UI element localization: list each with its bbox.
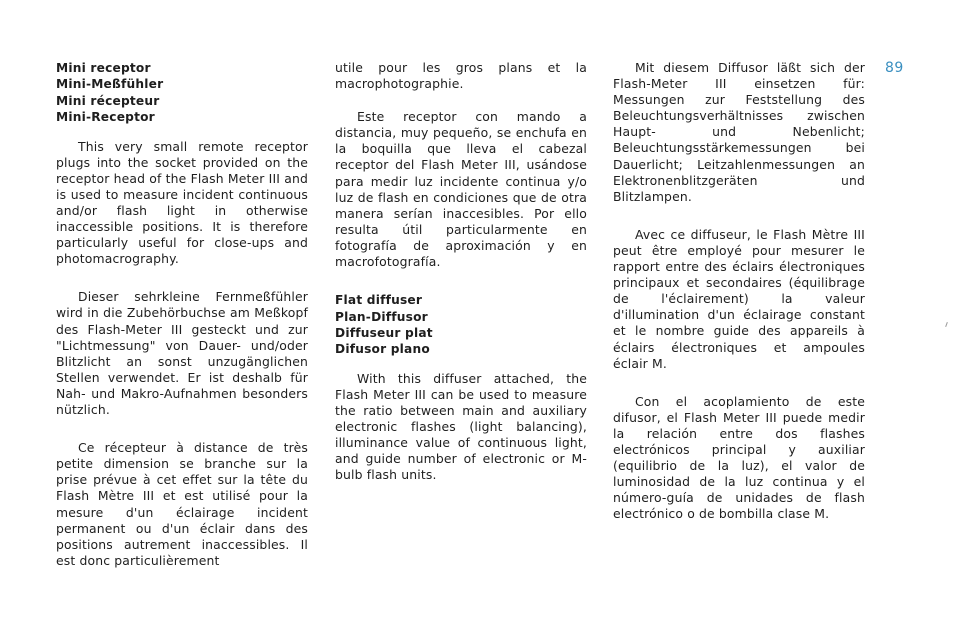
paragraph-flat-diffuser-en: With this diffuser attached, the Flash Meter III can be used to measure the ratio between main and auxiliary electronic flashes (light balancing), illuminance value of continuous light, and guide number of electronic or M-bulb flash units. — [335, 370, 587, 483]
paragraph-flat-diffuser-es: Con el acoplamiento de este difusor, el Flash Meter III puede medir la relación entre dos flashes electrónicos principal y auxiliar (equilibrio de la luz), el valor de luminosidad de la luz continua y el número-guía de unidades de flash electrónico o de bombilla clase M. — [613, 393, 865, 522]
right-column — [613, 60, 865, 522]
heading-mini-receptor-fr: Mini récepteur — [56, 93, 160, 108]
paragraph-mini-receptor-de: Dieser sehrkleine Fernmeßfühler wird in die Zubehörbuchse am Meßkopf des Flash-Meter III gesteckt und zur "Lichtmessung" von Dauer- und/oder Blitzlicht an sonst unzugänglichen Stellen verwendet. Er ist deshalb für Nah- und Makro-Aufnahmen besonders nützlich. — [56, 289, 308, 418]
left-column — [56, 60, 308, 569]
paragraph-flat-diffuser-fr: Avec ce diffuseur, le Flash Mètre III peut être employé pour mesurer le rapport entre des éclairs électroniques principaux et secondaires (équilibrage de l'éclairement) la valeur d'illumination d'un éclairage constant et le nombre guide des appareils à éclairs électroniques et ampoules éclair M. — [613, 226, 865, 371]
heading-mini-receptor-es: Mini-Receptor — [56, 110, 155, 125]
heading-flat-diffuser-fr: Diffuseur plat — [335, 325, 433, 340]
paragraph-mini-receptor-en: This very small remote receptor plugs into the socket provided on the receptor head of the Flash Meter III and is used to measure incident continuous and/or flash light in otherwise inaccessible positions. It is therefore particularly useful for close-ups and photomacrography. — [56, 138, 308, 267]
paragraph-mini-receptor-fr: Ce récepteur à distance de très petite dimension se branche sur la prise prévue à cet effet sur la tête du Flash Mètre III et est utilisé pour la mesure d'un éclairage incident permanent ou d'un éclair dans des positions autrement inaccessibles. Il est donc particulièrement — [56, 440, 308, 568]
heading-flat-diffuser-en: Flat diffuser — [335, 293, 423, 308]
heading-mini-receptor-de: Mini-Meßfühler — [56, 77, 164, 92]
scan-mark — [945, 322, 948, 327]
paragraph-flat-diffuser-de: Mit diesem Diffusor läßt sich der Flash-Meter III einsetzen für: Messungen zur Feststellung des Beleuchtungsverhältnisses zwischen Haupt- und Nebenlicht; Beleuchtungsstärkemessungen bei Dauerlicht; Leitzahlenmessungen an Elektronenblitzgeräten und Blitzlampen. — [613, 60, 865, 204]
page-number: 89 — [885, 60, 904, 76]
middle-column — [335, 60, 587, 483]
paragraph-mini-receptor-fr-continued: utile pour les gros plans et la macrophotographie. — [335, 60, 587, 92]
heading-flat-diffuser-es: Difusor plano — [335, 342, 430, 357]
heading-flat-diffuser-de: Plan-Diffusor — [335, 309, 428, 324]
paragraph-mini-receptor-es: Este receptor con mando a distancia, muy pequeño, se enchufa en la boquilla que lleva el cabezal receptor del Flash Meter III, usándose para medir luz incidente continua y/o luz de flash en condiciones que de otra manera serían inaccesibles. Por ello resulta útil particularmente en fotografía de aproximación y en macrofotografía. — [335, 109, 587, 270]
heading-mini-receptor-en: Mini receptor — [56, 61, 151, 75]
